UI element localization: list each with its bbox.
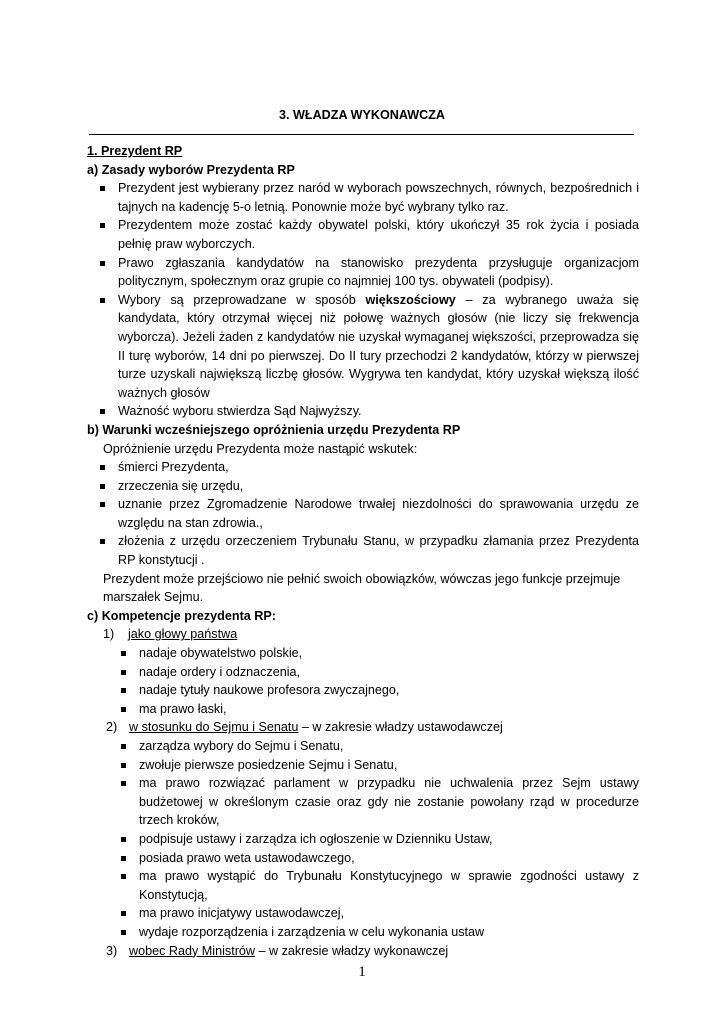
numbered-heading-3 xyxy=(87,942,639,961)
list-item: Prawo zgłaszania kandydatów na stanowisko prezydenta przysługuje organizacjom politycznym, społecznym oraz grupie co najmniej 100 tys. obywateli (podpisy). xyxy=(87,254,639,291)
page-number: 1 xyxy=(358,964,366,980)
numbered-heading-2 xyxy=(87,718,639,737)
list-item: ma prawo rozwiązać parlament w przypadku nie uchwalenia przez Sejm ustawy budżetowej w określonym czasie oraz gdy nie zostanie powołany rząd w procedurze trzech kroków, xyxy=(121,774,639,830)
numbered-heading-1 xyxy=(87,625,639,644)
head-of-state-list xyxy=(121,644,639,718)
subsection-heading-b: b) Warunki wcześniejszego opróżnienia urzędu Prezydenta RP xyxy=(87,422,461,437)
vacancy-reasons-list xyxy=(87,458,639,570)
list-item: nadaje ordery i odznaczenia, xyxy=(121,663,639,682)
numbered-suffix: – w zakresie władzy wykonawczej xyxy=(254,943,449,958)
paragraph: Opróżnienie urzędu Prezydenta może nastąpić wskutek: xyxy=(103,441,418,456)
list-item: śmierci Prezydenta, xyxy=(87,458,639,477)
subsection-heading-c: c) Kompetencje prezydenta RP: xyxy=(87,608,276,623)
list-item: wydaje rozporządzenia i zarządzenia w celu wykonania ustaw xyxy=(121,923,639,942)
list-item: podpisuje ustawy i zarządza ich ogłoszenie w Dzienniku Ustaw, xyxy=(121,830,639,849)
list-item: posiada prawo weta ustawodawczego, xyxy=(121,849,639,868)
list-item-text: Wybory są przeprowadzane w sposób xyxy=(118,292,366,307)
legislative-powers-list xyxy=(121,737,639,942)
page-title: 3. WŁADZA WYKONAWCZA xyxy=(278,108,446,122)
list-item: uznanie przez Zgromadzenie Narodowe trwałej niezdolności do sprawowania urzędu ze względu na stan zdrowia., xyxy=(87,495,639,532)
list-item-text: – za wybranego uważa się kandydata, który otrzymał więcej niż połowę ważnych głosów (nie liczy się frekwencja wyborcza). Jeżeli żaden z kandydatów nie uzyskał wymaganej większości, przeprowadza się II turę wyborów, 14 dni po pierwszej. Do II tury przechodzi 2 kandydatów, którzy w pierwszej turze uzyskali największą liczbę głosów. Wygrywa ten kandydat, który uzyskał większą ilość ważnych głosów xyxy=(118,292,639,400)
paragraph: Prezydent może przejściowo nie pełnić swoich obowiązków, wówczas jego funkcje przejmuje marszałek Sejmu. xyxy=(103,571,621,605)
list-item: Prezydentem może zostać każdy obywatel polski, który ukończył 35 rok życia i posiada pełnię praw wyborczych. xyxy=(87,216,639,253)
list-item: złożenia z urzędu orzeczeniem Trybunału Stanu, w przypadku złamania przez Prezydenta RP konstytucji . xyxy=(87,532,639,569)
section-heading-prezydent: 1. Prezydent RP xyxy=(87,144,183,158)
title-divider xyxy=(89,134,634,135)
list-item: nadaje obywatelstwo polskie, xyxy=(121,644,639,663)
subsection-heading-a: a) Zasady wyborów Prezydenta RP xyxy=(87,162,295,177)
numbered-label: wobec Rady Ministrów xyxy=(129,943,255,958)
list-number: 1) xyxy=(103,627,115,642)
document-body xyxy=(87,142,639,960)
list-item: ma prawo inicjatywy ustawodawczej, xyxy=(121,904,639,923)
list-number: 2) xyxy=(106,720,118,735)
list-item: zarządza wybory do Sejmu i Senatu, xyxy=(121,737,639,756)
numbered-label: jako głowy państwa xyxy=(128,627,238,642)
list-item: ma prawo łaski, xyxy=(121,700,639,719)
list-item: ma prawo wystąpić do Trybunału Konstytucyjnego w sprawie zgodności ustawy z Konstytucją, xyxy=(121,867,639,904)
list-number: 3) xyxy=(106,943,118,958)
list-item: zrzeczenia się urzędu, xyxy=(87,477,639,496)
list-item xyxy=(87,291,639,403)
list-item: zwołuje pierwsze posiedzenie Sejmu i Senatu, xyxy=(121,756,639,775)
list-item: Prezydent jest wybierany przez naród w wyborach powszechnych, równych, bezpośrednich i tajnych na kadencję 5-o letnią. Ponownie może być wybrany tylko raz. xyxy=(87,179,639,216)
list-item: nadaje tytuły naukowe profesora zwyczajnego, xyxy=(121,681,639,700)
bold-term: większościowy xyxy=(365,292,456,307)
election-rules-list xyxy=(87,179,639,421)
list-item: Ważność wyboru stwierdza Sąd Najwyższy. xyxy=(87,402,639,421)
numbered-label: w stosunku do Sejmu i Senatu xyxy=(129,720,299,735)
numbered-suffix: – w zakresie władzy ustawodawczej xyxy=(298,720,503,735)
